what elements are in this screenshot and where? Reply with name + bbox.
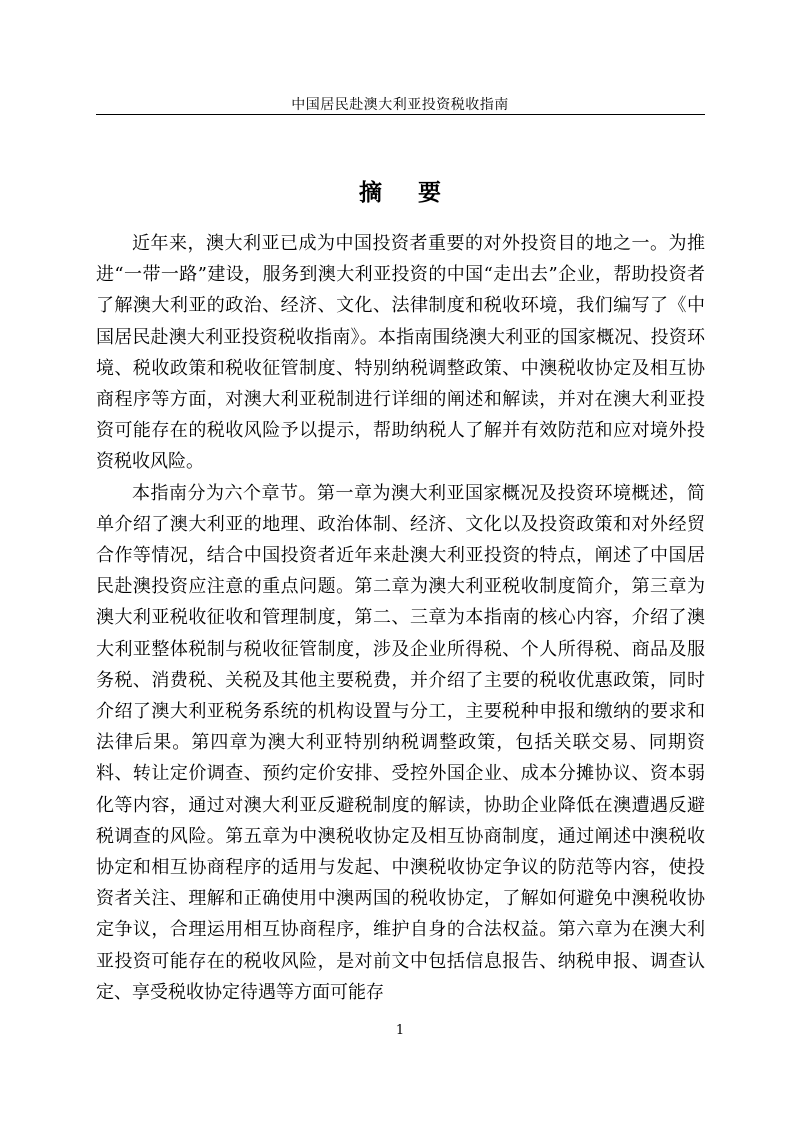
section-title: 摘 要: [358, 179, 455, 206]
paragraph-chapters: 本指南分为六个章节。第一章为澳大利亚国家概况及投资环境概述，简单介绍了澳大利亚的地理、政治体制、经济、文化以及投资政策和对外经贸合作等情况，结合中国投资者近年来赴澳大利亚投资的特点，阐述了中国居民赴澳投资应注意的重点问题。第二章为澳大利亚税收制度简介，第三章为澳大利亚税收征收和管理制度，第二、三章为本指南的核心内容，介绍了澳大利亚整体税制与税收征管制度，涉及企业所得税、个人所得税、商品及服务税、消费税、关税及其他主要税费，并介绍了主要的税收优惠政策，同时介绍了澳大利亚税务系统的机构设置与分工，主要税种申报和缴纳的要求和法律后果。第四章为澳大利亚特别纳税调整政策，包括关联交易、同期资料、转让定价调查、预约定价安排、受控外国企业、成本分摊协议、资本弱化等内容，通过对澳大利亚反避税制度的解读，协助企业降低在澳遭遇反避税调查的风险。第五章为中澳税收协定及相互协商制度，通过阐述中澳税收协定和相互协商程序的适用与发起、中澳税收协定争议的防范等内容，使投资者关注、理解和正确使用中澳两国的税收协定，了解如何避免中澳税收协定争议，合理运用相互协商程序，维护自身的合法权益。第六章为在澳大利亚投资可能存在的税收风险，是对前文中包括信息报告、纳税申报、调查认定、享受税收协定待遇等方面可能存: [96, 482, 705, 1003]
header-rule: [96, 114, 705, 115]
paragraph-intro: 近年来，澳大利亚已成为中国投资者重要的对外投资目的地之一。为推进“一带一路”建设，服务到澳大利亚投资的中国“走出去”企业，帮助投资者了解澳大利亚的政治、经济、文化、法律制度和税收环境，我们编写了《中国居民赴澳大利亚投资税收指南》。本指南围绕澳大利亚的国家概况、投资环境、税收政策和税收征管制度、特别纳税调整政策、中澳税收协定及相互协商程序等方面，对澳大利亚税制进行详细的阐述和解读，并对在澳大利亚投资可能存在的税收风险予以提示，帮助纳税人了解并有效防范和应对境外投资税收风险。: [96, 233, 705, 473]
body-text: [96, 228, 705, 1008]
running-header: 中国居民赴澳大利亚投资税收指南: [291, 97, 509, 113]
page-number: 1: [395, 1023, 405, 1038]
